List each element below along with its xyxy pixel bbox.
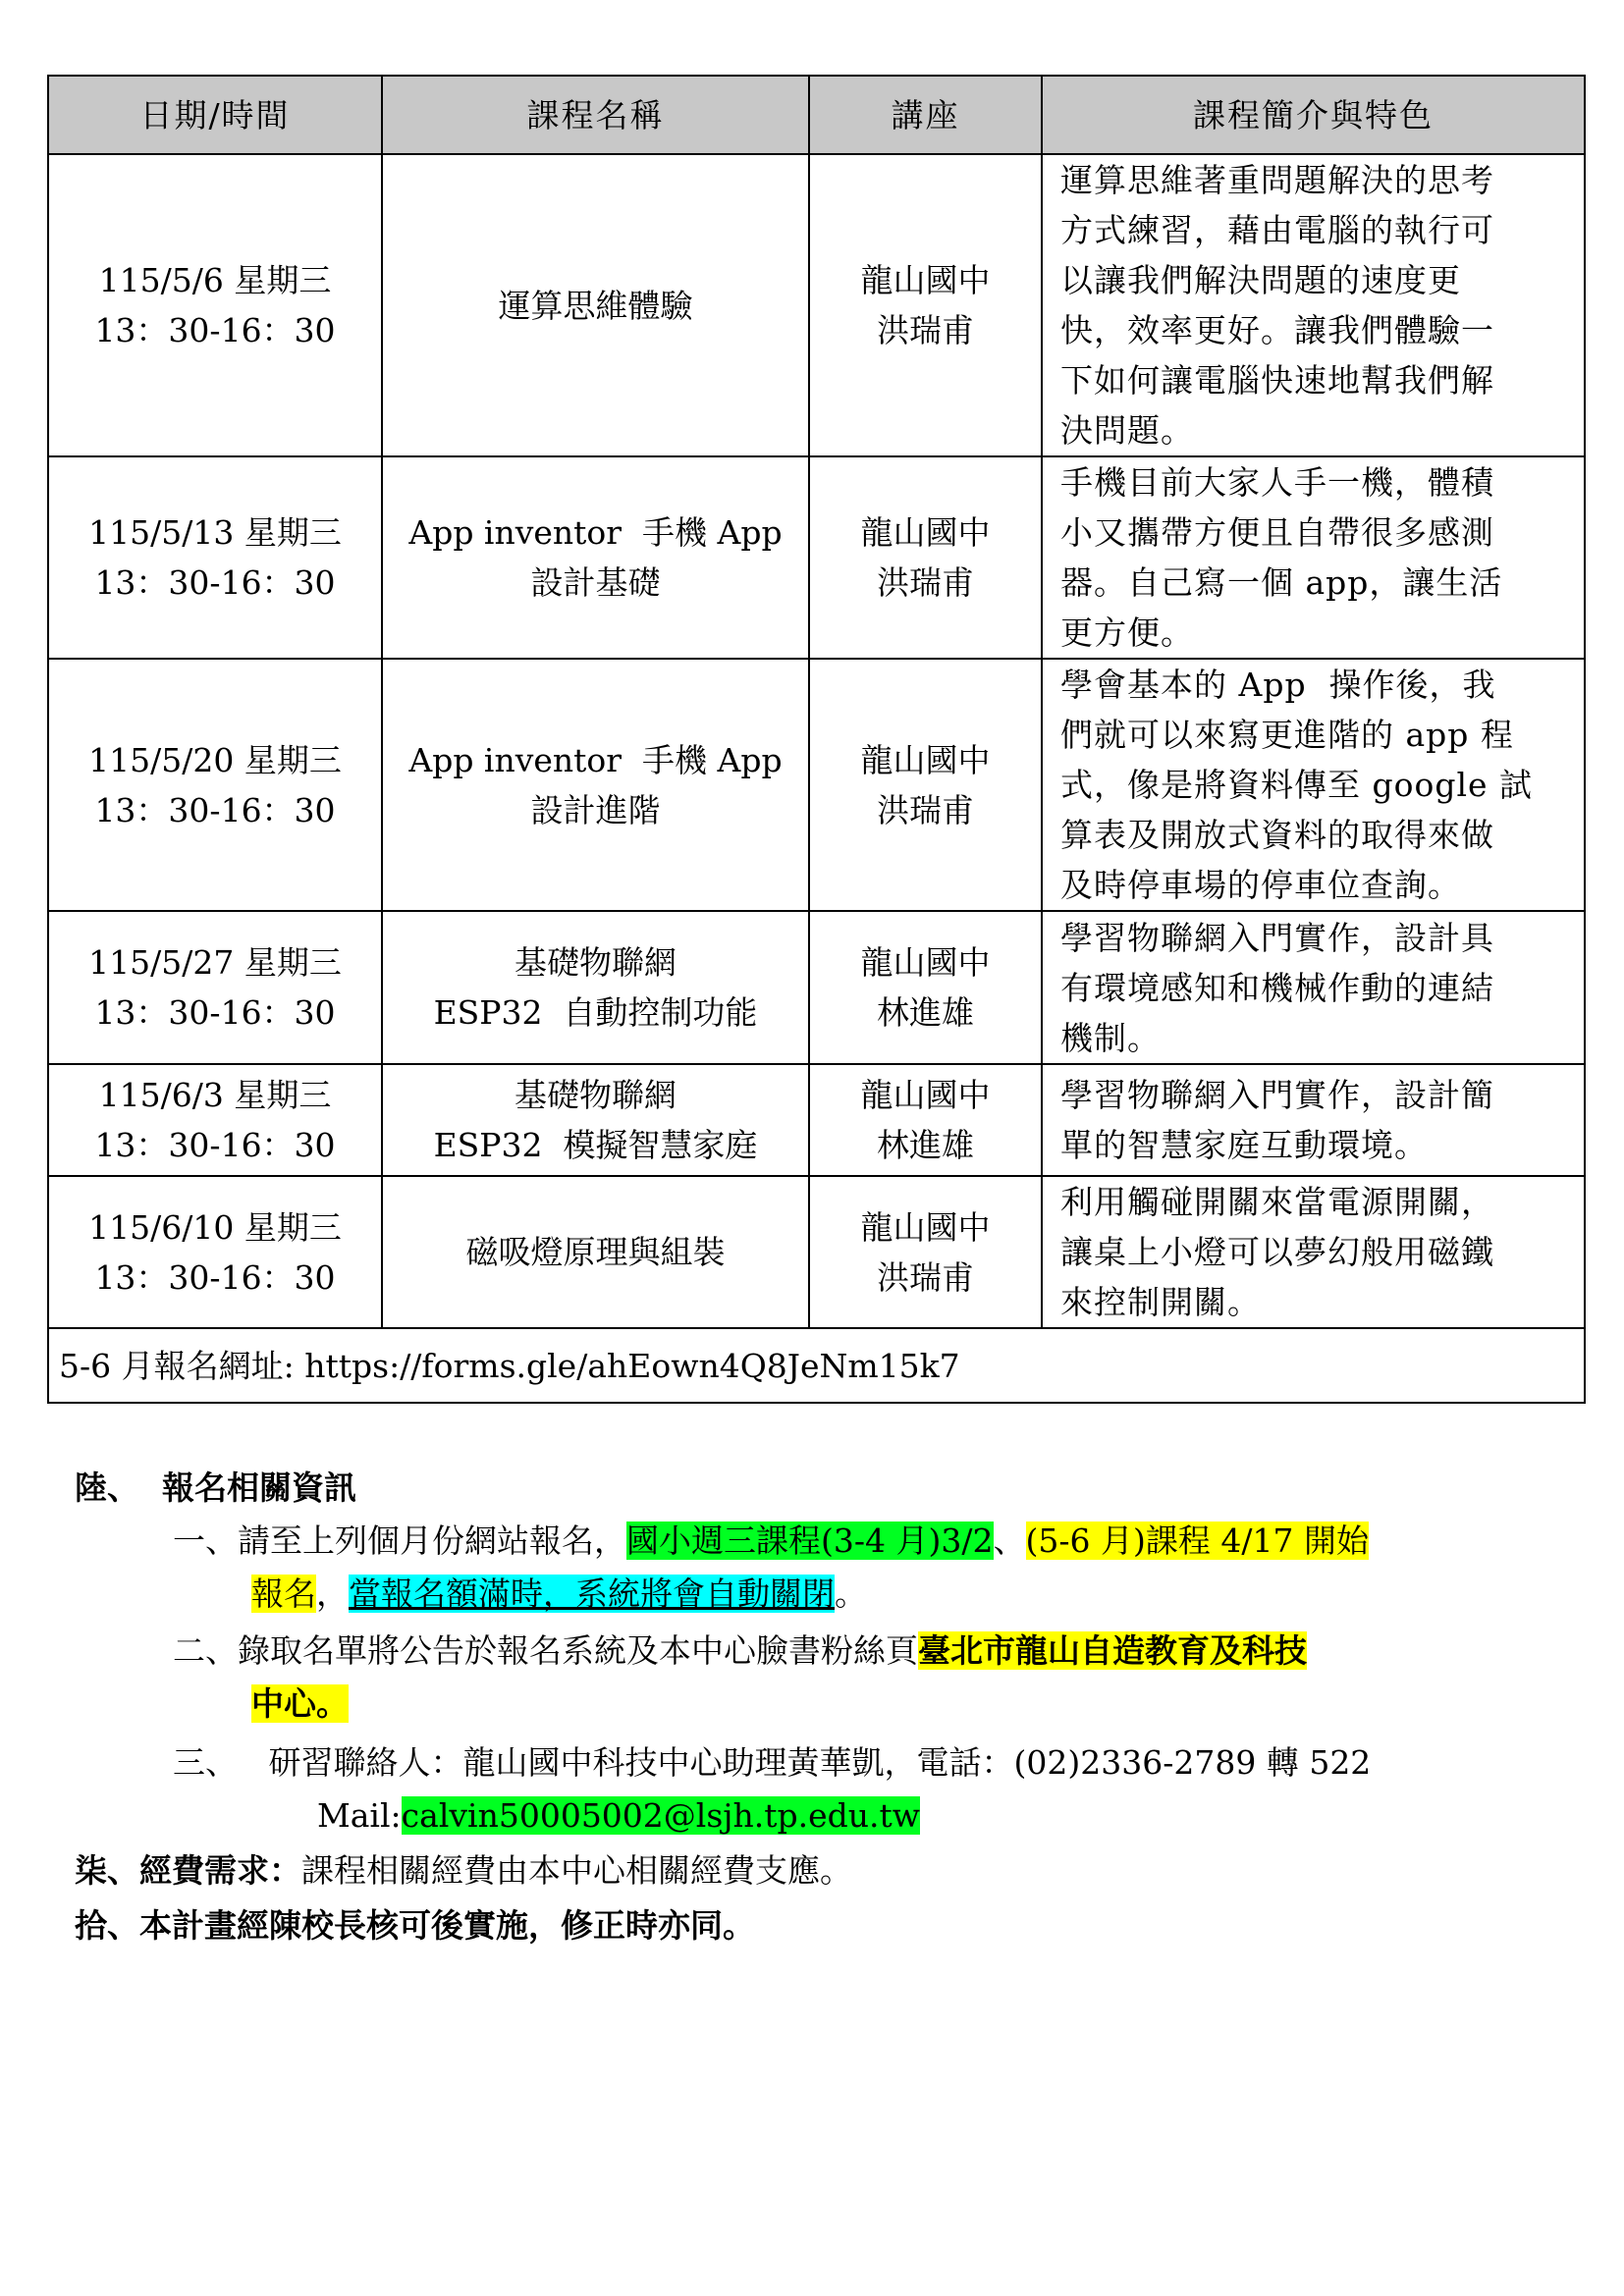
table-row (48, 1064, 1585, 1176)
header-lecturer: 講座 (809, 76, 1042, 154)
item2-yellow-highlight: 臺北市龍山自造教育及科技 (918, 1631, 1307, 1670)
time: 13：30-16：30 (94, 311, 336, 349)
desc-line: 器。自己寫一個 app，讓生活 (1060, 563, 1503, 602)
section7-text: 課程相關經費由本中心相關經費支應。 (301, 1851, 852, 1890)
lecturer-cell (809, 154, 1042, 456)
time: 13：30-16：30 (94, 1257, 336, 1297)
desc-line: 算表及開放式資料的取得來做 (1060, 816, 1494, 854)
desc-line: 更方便。 (1060, 614, 1194, 652)
lecturer-name: 林進雄 (877, 1126, 974, 1164)
school: 龍山國中 (860, 943, 991, 982)
item3-contact: 研習聯絡人：龍山國中科技中心助理黃華凱，電話：(02)2336-2789 轉 522 (268, 1743, 1372, 1782)
desc-line: 小又攜帶方便且自帶很多感測 (1060, 513, 1494, 552)
header-date: 日期/時間 (48, 76, 382, 154)
section7-heading: 柒、經費需求： (75, 1851, 301, 1890)
date: 115/6/3 星期三 (98, 1076, 332, 1114)
date: 115/5/6 星期三 (98, 261, 332, 299)
course-name: 基礎物聯網 (514, 1076, 677, 1114)
desc-line: 及時停車場的停車位查詢。 (1060, 866, 1461, 904)
section10 (75, 1900, 1567, 1951)
lecturer-cell (809, 1064, 1042, 1176)
school: 龍山國中 (860, 513, 991, 552)
desc-line: 們就可以來寫更進階的 app 程 (1060, 716, 1514, 754)
section10-text: 拾、本計畫經陳校長核可後實施，修正時亦同。 (75, 1906, 755, 1945)
course-name: 設計進階 (530, 790, 661, 829)
course-name: 設計基礎 (530, 563, 661, 602)
item1-cyan-highlight: 當報名額滿時，系統將會自動關閉 (349, 1575, 835, 1613)
desc-line: 來控制開關。 (1060, 1283, 1261, 1321)
course-cell (382, 456, 809, 659)
lecturer-name: 洪瑞甫 (877, 563, 974, 602)
date: 115/5/13 星期三 (88, 513, 342, 552)
description-cell (1042, 456, 1585, 659)
course-cell (382, 659, 809, 911)
desc-line: 手機目前大家人手一機，體積 (1060, 463, 1494, 502)
school: 龍山國中 (860, 261, 991, 299)
desc-line: 快，效率更好。讓我們體驗一 (1060, 311, 1494, 349)
section6-number: 陸、 (75, 1468, 139, 1507)
header-course: 課程名稱 (382, 76, 809, 154)
description-cell (1042, 154, 1585, 456)
desc-line: 機制。 (1060, 1018, 1161, 1057)
section6-heading (75, 1463, 1567, 1514)
date-cell (48, 911, 382, 1064)
lecturer-cell (809, 1176, 1042, 1328)
item3-number: 三、 (173, 1743, 238, 1782)
description-cell (1042, 1176, 1585, 1328)
date-cell (48, 456, 382, 659)
table-row (48, 659, 1585, 911)
lecturer-cell (809, 911, 1042, 1064)
date-cell (48, 1064, 382, 1176)
registration-row (48, 1328, 1585, 1403)
desc-line: 學習物聯網入門實作，設計具 (1060, 918, 1494, 957)
desc-line: 方式練習，藉由電腦的執行可 (1060, 211, 1494, 249)
desc-line: 讓桌上小燈可以夢幻般用磁鐵 (1060, 1233, 1494, 1271)
date-cell (48, 1176, 382, 1328)
section6-item1 (75, 1516, 1624, 1567)
section6-item3-mail (75, 1790, 1624, 1842)
item1-separator: 、 (993, 1522, 1026, 1560)
item1-comma: ， (316, 1575, 349, 1613)
course-cell (382, 1176, 809, 1328)
item1-prefix: 一、請至上列個月份網站報名， (173, 1522, 626, 1560)
section7 (75, 1845, 1567, 1896)
item1-end: 。 (835, 1575, 867, 1613)
course-table (47, 75, 1586, 1404)
desc-line: 運算思維著重問題解決的思考 (1060, 161, 1494, 199)
course-name: 運算思維體驗 (498, 286, 693, 325)
table-row (48, 154, 1585, 456)
desc-line: 有環境感知和機械作動的連結 (1060, 968, 1494, 1007)
section6-item3 (75, 1737, 1624, 1789)
table-row (48, 911, 1585, 1064)
item1-yellow-highlight-2: 報名 (251, 1575, 316, 1613)
desc-line: 決問題。 (1060, 411, 1194, 450)
table-header-row (48, 76, 1585, 154)
item1-yellow-highlight: (5-6 月)課程 4/17 開始 (1025, 1522, 1369, 1560)
mail-link[interactable]: calvin50005002@lsjh.tp.edu.tw (401, 1796, 921, 1835)
desc-line: 以讓我們解決問題的速度更 (1060, 261, 1461, 299)
date-cell (48, 659, 382, 911)
header-description: 課程簡介與特色 (1042, 76, 1585, 154)
registration-url[interactable]: 5-6 月報名網址: https://forms.gle/ahEown4Q8JeNm15k7 (48, 1328, 1585, 1403)
lecturer-cell (809, 659, 1042, 911)
course-name: 基礎物聯網 (514, 943, 677, 982)
description-cell (1042, 659, 1585, 911)
desc-line: 利用觸碰開關來當電源開關， (1060, 1183, 1494, 1221)
mail-label: Mail: (316, 1796, 402, 1835)
school: 龍山國中 (860, 1076, 991, 1114)
school: 龍山國中 (860, 1207, 991, 1247)
school: 龍山國中 (860, 740, 991, 779)
date: 115/5/20 星期三 (88, 740, 342, 779)
description-cell (1042, 1064, 1585, 1176)
item2-yellow-highlight-2: 中心。 (251, 1684, 349, 1723)
section6-item2-cont (75, 1679, 1624, 1730)
item1-green-highlight: 國小週三課程(3-4 月)3/2 (626, 1522, 994, 1560)
section6-item2 (75, 1626, 1624, 1677)
lecturer-name: 林進雄 (877, 993, 974, 1032)
lecturer-name: 洪瑞甫 (877, 790, 974, 829)
section6-title: 報名相關資訊 (161, 1468, 356, 1507)
desc-line: 下如何讓電腦快速地幫我們解 (1060, 361, 1494, 400)
desc-line: 學習物聯網入門實作，設計簡 (1060, 1076, 1494, 1114)
lecturer-cell (809, 456, 1042, 659)
item2-prefix: 二、錄取名單將公告於報名系統及本中心臉書粉絲頁 (173, 1631, 918, 1670)
desc-line: 單的智慧家庭互動環境。 (1060, 1126, 1428, 1164)
course-name: App inventor 手機 App (408, 740, 783, 779)
table-row (48, 456, 1585, 659)
course-cell (382, 1064, 809, 1176)
date: 115/6/10 星期三 (88, 1207, 342, 1247)
desc-line: 學會基本的 App 操作後，我 (1060, 666, 1496, 704)
date-cell (48, 154, 382, 456)
lecturer-name: 洪瑞甫 (877, 1257, 974, 1297)
section6-item1-cont (75, 1569, 1624, 1620)
description-cell (1042, 911, 1585, 1064)
course-name: 磁吸燈原理與組裝 (465, 1233, 726, 1271)
time: 13：30-16：30 (94, 563, 336, 602)
course-name: App inventor 手機 App (408, 513, 783, 552)
time: 13：30-16：30 (94, 790, 336, 829)
desc-line: 式，像是將資料傳至 google 試 (1060, 766, 1534, 804)
course-cell (382, 911, 809, 1064)
date: 115/5/27 星期三 (88, 943, 342, 982)
time: 13：30-16：30 (94, 993, 336, 1032)
course-name: ESP32 模擬智慧家庭 (433, 1126, 758, 1164)
time: 13：30-16：30 (94, 1126, 336, 1164)
course-cell (382, 154, 809, 456)
table-row (48, 1176, 1585, 1328)
lecturer-name: 洪瑞甫 (877, 311, 974, 349)
course-name: ESP32 自動控制功能 (433, 993, 758, 1032)
